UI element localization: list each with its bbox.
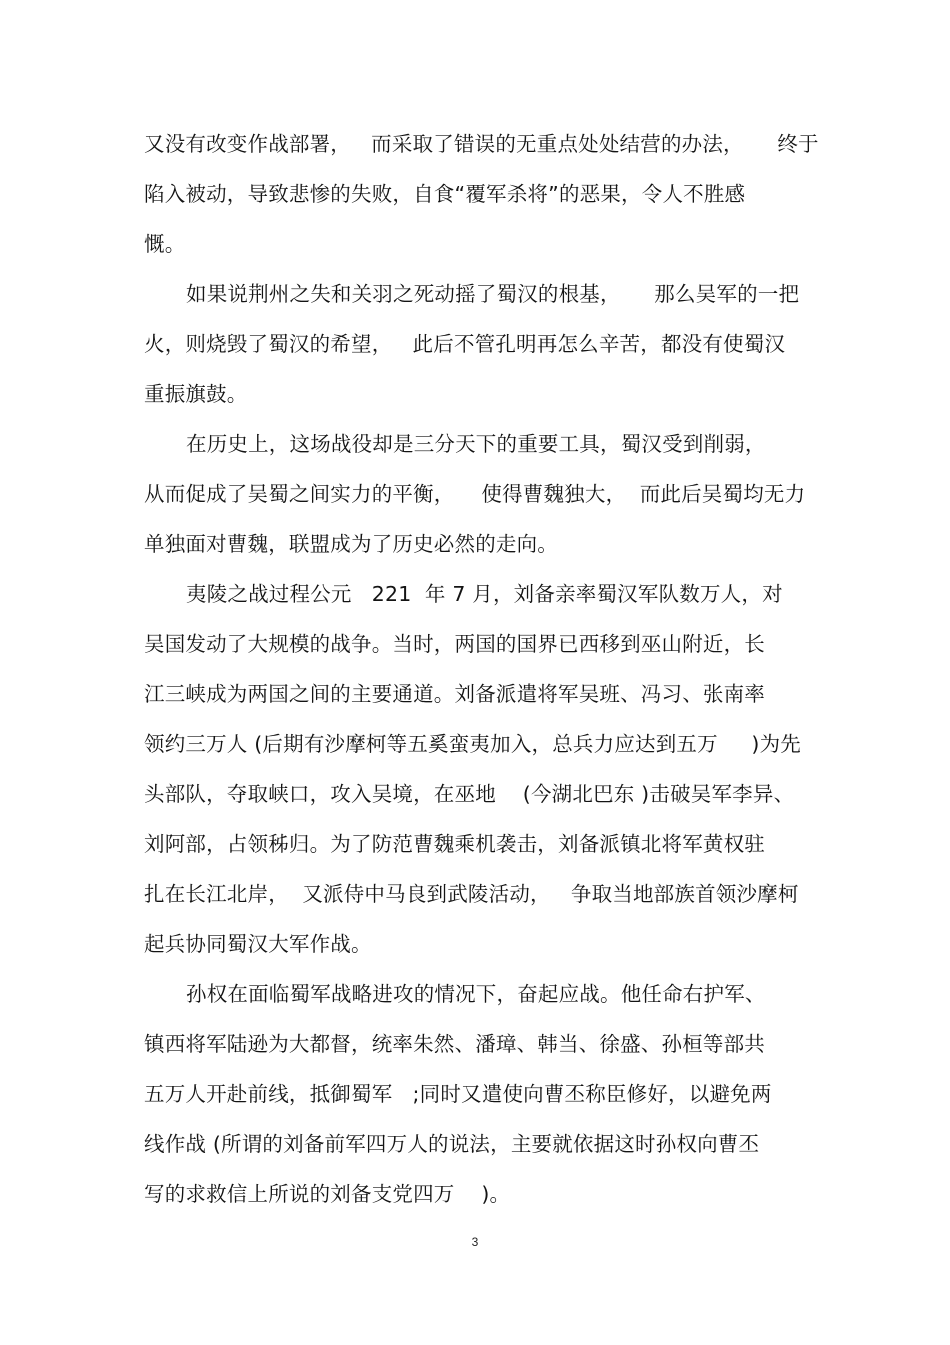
text-line: 从而促成了吴蜀之间实力的平衡， 使得曹魏独大， 而此后吴蜀均无力 [144,482,806,506]
text-line: 在历史上，这场战役却是三分天下的重要工具，蜀汉受到削弱， [186,432,766,456]
text-line: 五万人开赴前线，抵御蜀军 ;同时又遣使向曹丕称臣修好，以避免两 [144,1082,772,1106]
text-line: 如果说荆州之失和关羽之死动摇了蜀汉的根基， 那么吴军的一把 [186,282,800,306]
text-line: 陷入被动，导致悲惨的失败，自食“覆军杀将”的恶果，令人不胜感 [144,182,746,206]
page-number: 3 [471,1235,479,1249]
text-line: 江三峡成为两国之间的主要通道。刘备派遣将军吴班、冯习、张南率 [144,682,765,706]
text-line: 又没有改变作战部署， 而采取了错误的无重点处处结营的办法， 终于 [144,132,819,156]
text-line: 慨。 [144,232,186,256]
text-line: 孙权在面临蜀军战略进攻的情况下，奋起应战。他任命右护军、 [186,982,766,1006]
text-line: 领约三万人 (后期有沙摩柯等五奚蛮夷加入，总兵力应达到五万 )为先 [144,732,801,756]
text-line: 头部队，夺取峡口，攻入吴境，在巫地 (今湖北巴东 )击破吴军李异、 [144,782,795,806]
text-line: 写的求救信上所说的刘备支党四万 )。 [144,1182,511,1206]
text-line: 线作战 (所谓的刘备前军四万人的说法，主要就依据这时孙权向曹丕 [144,1132,760,1156]
text-line: 吴国发动了大规模的战争。当时，两国的国界已西移到巫山附近，长 [144,632,765,656]
text-line: 起兵协同蜀汉大军作战。 [144,932,372,956]
text-line: 刘阿部，占领秭归。为了防范曹魏乘机袭击，刘备派镇北将军黄权驻 [144,832,765,856]
text-line: 火，则烧毁了蜀汉的希望， 此后不管孔明再怎么辛苦，都没有使蜀汉 [144,332,786,356]
text-line: 镇西将军陆逊为大都督，统率朱然、潘璋、韩当、徐盛、孙桓等部共 [144,1032,765,1056]
text-line: 夷陵之战过程公元 221 年 7 月，刘备亲率蜀汉军队数万人，对 [186,582,783,606]
text-line: 扎在长江北岸， 又派侍中马良到武陵活动， 争取当地部族首领沙摩柯 [144,882,799,906]
text-line: 重振旗鼓。 [144,382,248,406]
text-line: 单独面对曹魏，联盟成为了历史必然的走向。 [144,532,558,556]
